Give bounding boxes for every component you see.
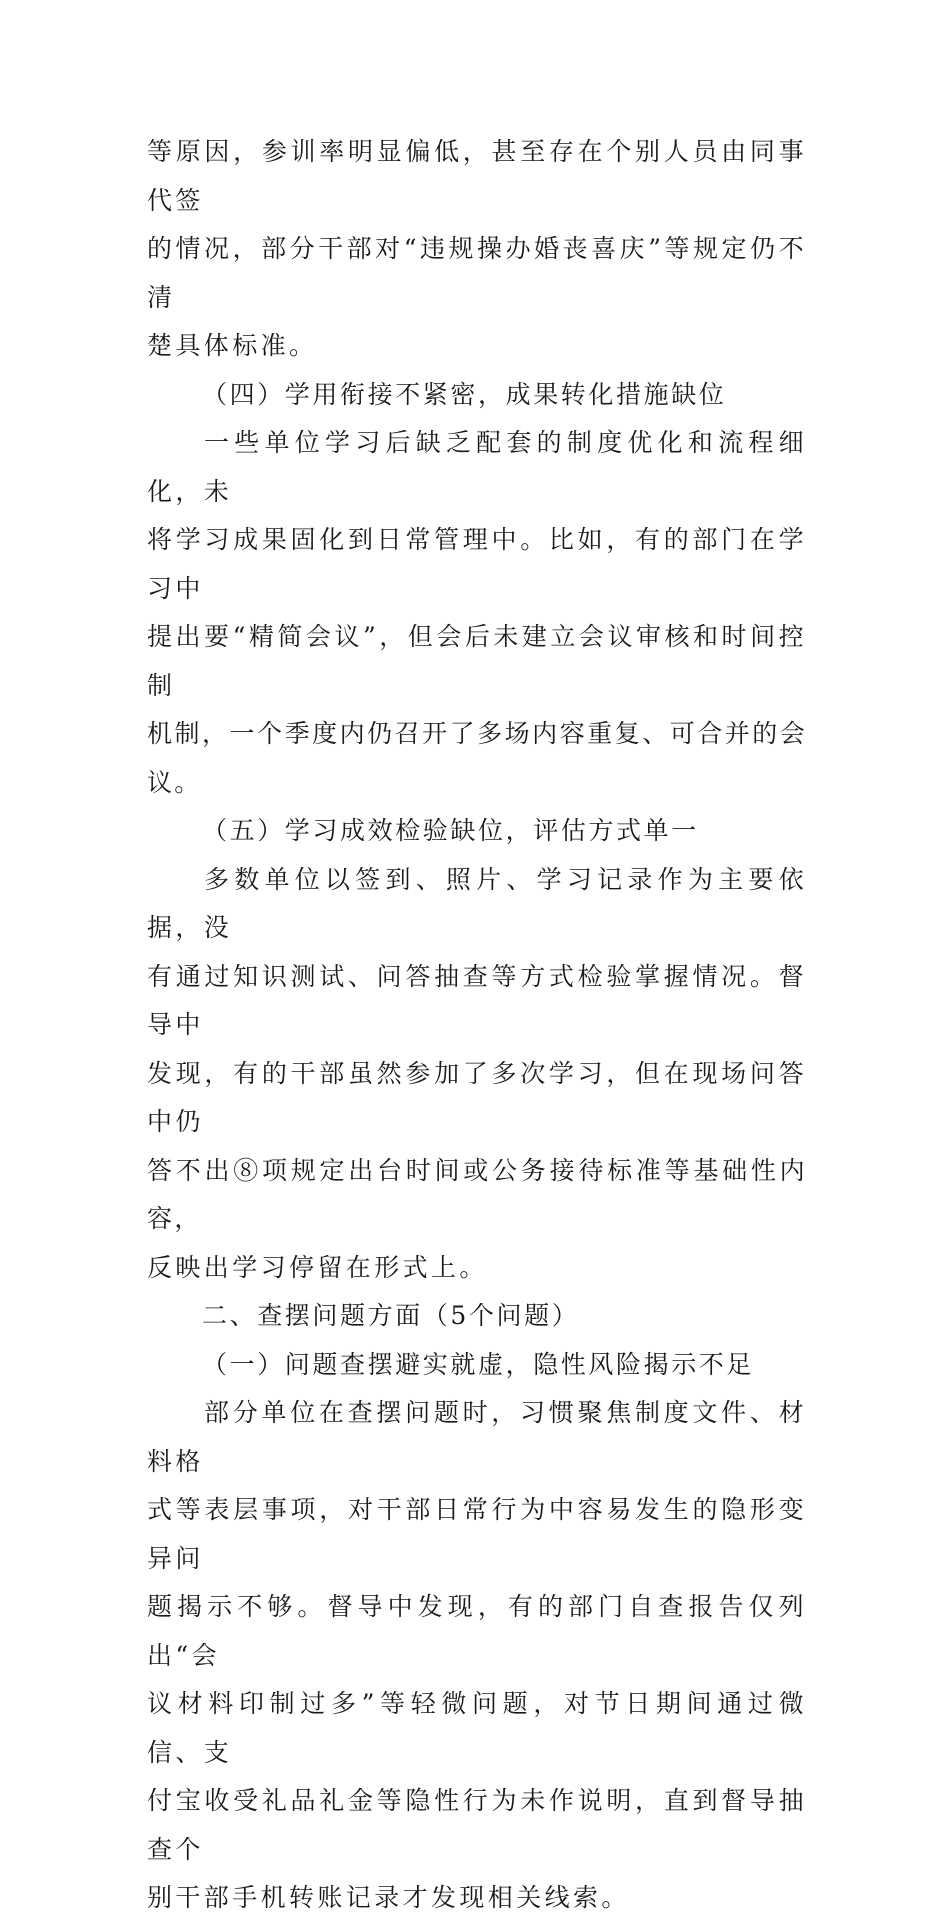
heading-line: （四）学用衔接不紧密，成果转化措施缺位 [202, 379, 727, 409]
text-line: 多数单位以签到、照片、学习记录作为主要依据，没 [147, 864, 807, 942]
text-line: 部分单位在查摆问题时，习惯聚焦制度文件、材料格 [147, 1398, 807, 1476]
text-line: 一些单位学习后缺乏配套的制度优化和流程细化，未 [147, 428, 807, 506]
text-line: 别干部手机转账记录才发现相关线索。 [147, 1883, 630, 1912]
text-line: 发现，有的干部虽然参加了多次学习，但在现场问答中仍 [147, 1058, 807, 1136]
paragraph [147, 856, 807, 1293]
paragraph [147, 419, 807, 807]
text-line: 楚具体标准。 [147, 331, 318, 360]
paragraph [147, 1389, 807, 1923]
text-line: 提出要“精简会议”，但会后未建立会议审核和时间控制 [147, 622, 807, 700]
section-heading-4 [147, 371, 807, 420]
text-line: 等原因，参训率明显偏低，甚至存在个别人员由同事代签 [147, 137, 807, 215]
text-line: 题揭示不够。督导中发现，有的部门自查报告仅列出“会 [147, 1592, 807, 1670]
text-line: 有通过知识测试、问答抽查等方式检验掌握情况。督导中 [147, 961, 807, 1039]
section-heading-5 [147, 807, 807, 856]
heading-line: 二、查摆问题方面（5个问题） [202, 1301, 580, 1330]
text-line: 反映出学习停留在形式上。 [147, 1252, 488, 1282]
text-line: 将学习成果固化到日常管理中。比如，有的部门在学习中 [147, 525, 807, 603]
heading-line: （一）问题查摆避实就虚，隐性风险揭示不足 [202, 1349, 755, 1379]
text-line: 议材料印制过多”等轻微问题，对节日期间通过微信、支 [147, 1689, 807, 1767]
paragraph-continuation [147, 128, 807, 371]
text-line: 的情况，部分干部对“违规操办婚丧喜庆”等规定仍不清 [147, 234, 807, 312]
heading-line: （五）学习成效检验缺位，评估方式单一 [202, 816, 699, 845]
section-heading-1 [147, 1341, 807, 1390]
chapter-heading-2 [147, 1292, 807, 1341]
text-line: 答不出⑧项规定出台时间或公务接待标准等基础性内容， [147, 1155, 807, 1233]
text-line: 付宝收受礼品礼金等隐性行为未作说明，直到督导抽查个 [147, 1786, 807, 1864]
text-line: 式等表层事项，对干部日常行为中容易发生的隐形变异问 [147, 1495, 807, 1573]
text-line: 机制，一个季度内仍召开了多场内容重复、可合并的会议。 [147, 719, 807, 797]
